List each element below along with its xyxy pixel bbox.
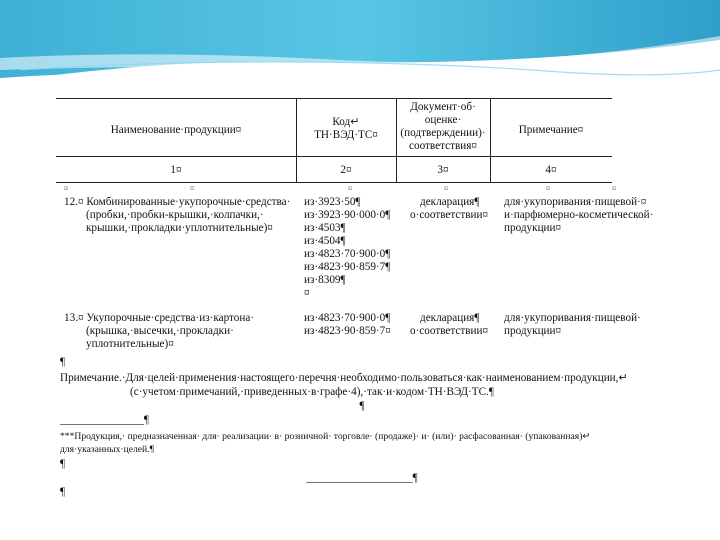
row-13-doc-line1: декларация¶	[420, 312, 480, 324]
cell-mark: ¤	[190, 184, 194, 193]
cell-mark: ¤	[612, 184, 616, 193]
row-13-name-line2: (крышка,·высечки,·прокладки·	[86, 325, 234, 337]
column-number-2: 2¤	[340, 164, 352, 176]
end-rule: ___________________¶	[306, 472, 418, 484]
footnote-line1: ***Продукция,· предназначенная· для· реализации· в· розничной· торговле· (продаже)· и· (или)· расфасованная· (упакованная)↵	[60, 431, 591, 442]
row-12-name-line3: крышки,·прокладки·уплотнительные)¤	[86, 222, 273, 234]
row-13-code: из·4823·70·900·0¶	[304, 312, 391, 324]
pilcrow-mark: ¶	[359, 400, 365, 412]
row-12-note-line3: продукции¤	[504, 222, 562, 234]
cell-mark: ¤	[348, 184, 352, 193]
row-12-code: из·4823·70·900·0¶	[304, 248, 391, 260]
column-number-3: 3¤	[437, 164, 449, 176]
column-number-1: 1¤	[170, 164, 182, 176]
row-12-code: из·8309¶	[304, 274, 346, 286]
row-13-code: из·4823·90·859·7¤	[304, 325, 391, 337]
row-13-note-line1: для·укупоривания·пищевой·	[504, 312, 641, 324]
note-paragraph-line1: Примечание.·Для·целей·применения·настоящего·перечня·необходимо·пользоваться·как·наименованием·продукции,↵	[60, 372, 628, 384]
header-note: Примечание¤	[518, 124, 584, 136]
row-12-code: из·4504¶	[304, 235, 346, 247]
table-numbers-divider	[56, 182, 612, 183]
cell-mark: ¤	[64, 184, 68, 193]
row-13-note-line2: продукции¤	[504, 325, 562, 337]
row-12-note-line2: и·парфюмерно-косметической·	[504, 209, 654, 221]
row-13-name-line1: 13.¤ Укупорочные·средства·из·картона·	[64, 312, 255, 324]
header-code-line1: Код↵	[332, 116, 360, 128]
footnote-line2: для·указанных·целей.¶	[60, 444, 154, 455]
row-13-doc-line2: о·соответствии¤	[410, 325, 489, 337]
row-12-code: из·4823·90·859·7¶	[304, 261, 391, 273]
row-12-name-line1: 12.¤ Комбинированные·укупорочные·средства·	[64, 196, 291, 208]
header-doc-line3: (подтверждении)·	[400, 127, 486, 139]
header-wave-band	[0, 0, 720, 96]
row-12-code: из·4503¶	[304, 222, 346, 234]
pilcrow-mark: ¶	[60, 486, 66, 498]
row-12-code: ¤	[304, 287, 310, 299]
footnote-separator: _______________¶	[60, 414, 149, 426]
header-code-line2: ТН·ВЭД·ТС¤	[314, 129, 378, 141]
row-12-note-line1: для·укупоривания·пищевой·¤	[504, 196, 647, 208]
note-paragraph-line2: (с·учетом·примечаний,·приведенных·в·графе·4),·так·и·кодом·ТН·ВЭД·ТС.¶	[130, 386, 494, 398]
row-12-doc-line2: о·соответствии¤	[410, 209, 489, 221]
table-top-border	[56, 98, 612, 99]
row-12-doc-line1: декларация¶	[420, 196, 480, 208]
column-number-4: 4¤	[545, 164, 557, 176]
row-12-code: из·3923·50¶	[304, 196, 361, 208]
header-doc-line2: оценке·	[424, 114, 462, 126]
row-12-name-line2: (пробки,·пробки-крышки,·колпачки,·	[86, 209, 264, 221]
row-12-code: из·3923·90·000·0¶	[304, 209, 391, 221]
table-header-divider	[56, 156, 612, 157]
cell-mark: ¤	[444, 184, 448, 193]
header-doc-line1: Документ·об·	[410, 101, 476, 113]
pilcrow-mark: ¶	[60, 458, 66, 470]
header-doc-line4: соответствия¤	[409, 140, 477, 152]
pilcrow-mark: ¶	[60, 356, 66, 368]
header-product-name: Наименование·продукции¤	[110, 124, 242, 136]
cell-mark: ¤	[546, 184, 550, 193]
row-13-name-line3: уплотнительные)¤	[86, 338, 174, 350]
